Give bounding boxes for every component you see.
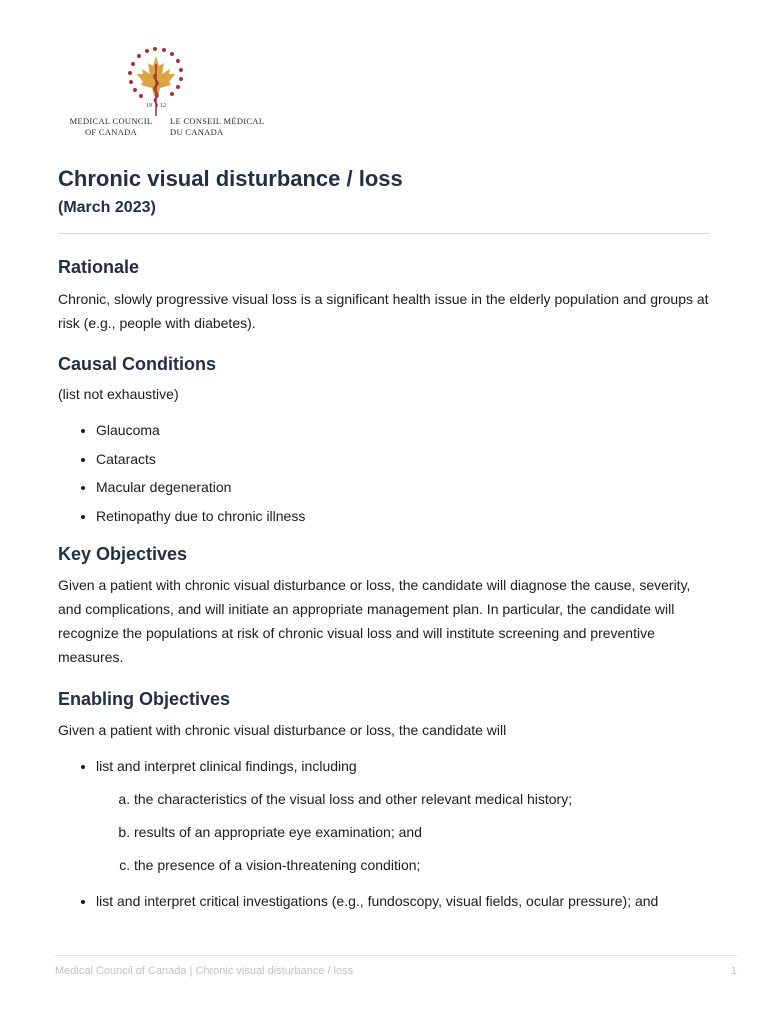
org-name-en: MEDICAL COUNCIL OF CANADA: [69, 116, 153, 137]
org-name-fr: LE CONSEIL MÉDICAL DU CANADA: [170, 116, 265, 137]
enabling-sub-list: [96, 789, 710, 875]
list-item: • Macular degeneration: [96, 477, 710, 497]
page-footer: [55, 955, 737, 977]
list-item: • list and interpret critical investigations (e.g., fundoscopy, visual fields, ocular pressure); and: [96, 891, 710, 911]
page-number: 1: [730, 965, 737, 977]
causal-note: (list not exhaustive): [58, 386, 179, 402]
footer-text: Medical Council of Canada | Chronic visual disturbance / loss: [55, 965, 354, 977]
page-title: Chronic visual disturbance / loss: [58, 166, 403, 191]
list-item: • Glaucoma: [96, 420, 710, 440]
enabling-intro: Given a patient with chronic visual disturbance or loss, the candidate will: [58, 721, 507, 738]
enabling-objectives-heading: Enabling Objectives: [58, 688, 231, 709]
enabling-list: [58, 756, 710, 911]
sub-list-item: b. results of an appropriate eye examination; and: [134, 822, 710, 842]
causal-list: [58, 420, 710, 526]
list-item: • Cataracts: [96, 449, 710, 469]
rationale-heading: Rationale: [58, 257, 140, 277]
document-date: (March 2023): [58, 199, 156, 216]
sub-list-item: c. the presence of a vision-threatening condition;: [134, 855, 710, 875]
sub-list-item: a. the characteristics of the visual loss and other relevant medical history;: [134, 789, 710, 809]
list-item: • list and interpret clinical findings, including a. the characteristics of the visual loss and other relevant medical history; b. results of an appropriate eye examination; and c. the presence of a vision-threatening condition;: [96, 756, 710, 875]
list-item: • Retinopathy due to chronic illness: [96, 506, 710, 526]
causal-heading: Causal Conditions: [58, 354, 217, 374]
year-left: 19: [146, 103, 152, 109]
rationale-text: Chronic, slowly progressive visual loss is a significant health issue in the elderly population and groups at risk (e.g., people with diabetes).: [58, 291, 709, 331]
title-divider: [58, 233, 710, 234]
key-objectives-heading: Key Objectives: [58, 543, 188, 564]
mcc-logo: [60, 44, 270, 140]
key-objectives-text: Given a patient with chronic visual disturbance or loss, the candidate will diagnose the cause, severity, and complications, and will initiate an appropriate management plan. In particular, the candidate will recognize the populations at risk of chronic visual loss and will institute screening and preventive measures.: [58, 576, 691, 665]
year-right: 12: [160, 103, 166, 109]
maple-leaf-seal-icon: [122, 44, 202, 124]
document-body: [58, 163, 710, 919]
